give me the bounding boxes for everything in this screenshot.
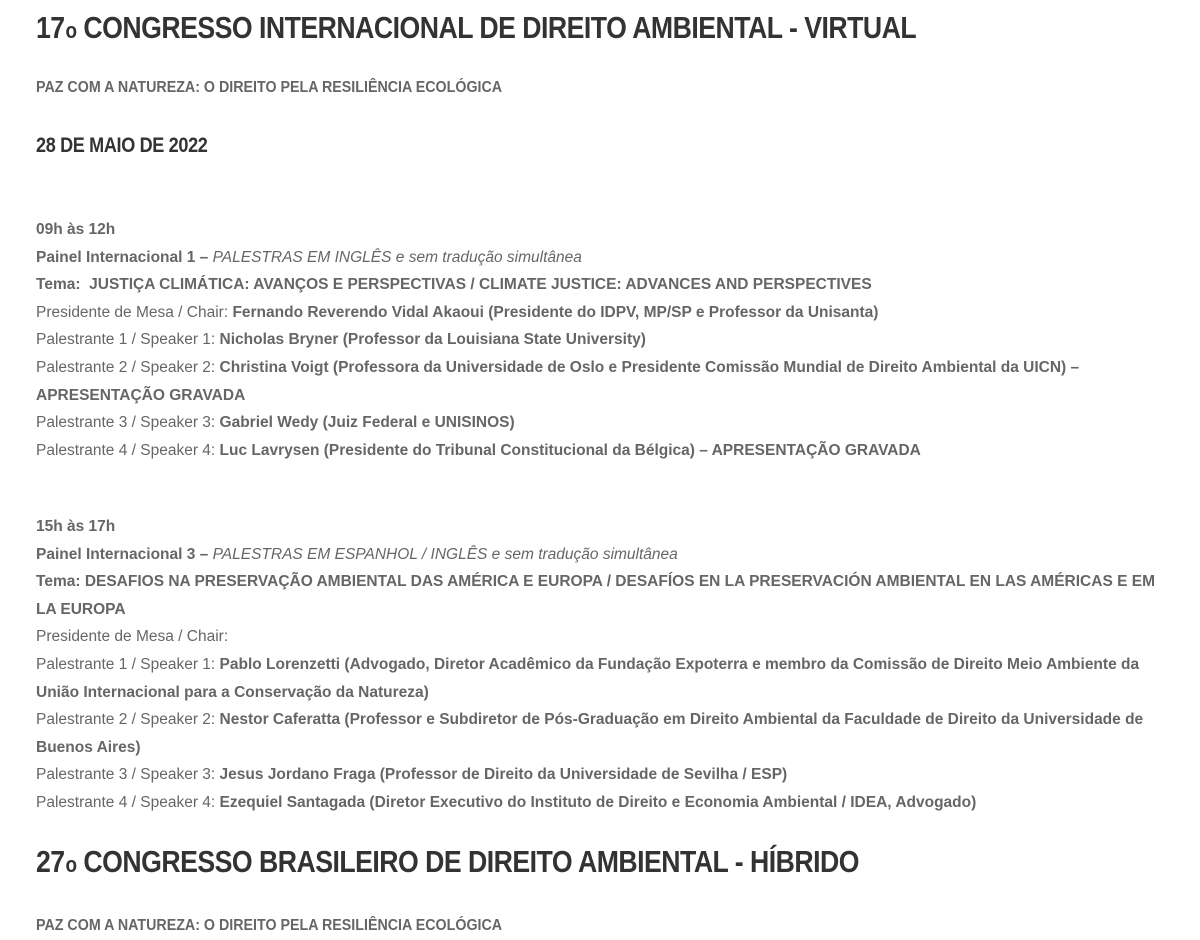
panel-1-theme-label: Tema: — [36, 276, 90, 294]
speaker-name: Nestor Caferatta (Professor e Subdiretor de Pós-Graduação em Direito Ambiental da Faculdade de Direito da Universidade de Buenos Aires) — [36, 711, 1144, 756]
speaker-label: Palestrante 1 / Speaker 1: — [36, 655, 220, 673]
panel-1-time: 09h às 12h — [36, 221, 116, 238]
speaker-name: Ezequiel Santagada (Diretor Executivo do Instituto de Direito e Economia Ambiental / IDEA, Advogado) — [219, 793, 977, 811]
congress-2-title — [36, 842, 859, 885]
panel-3-speaker-4 — [36, 789, 1166, 817]
speaker-name: Christina Voigt (Professora da Universidade de Oslo e Presidente Comissão Mundial de Direito Ambiental da UICN) – APRESENTAÇÃO GRAVADA — [36, 358, 1080, 404]
panel-1-chair-name: Fernando Reverendo Vidal Akaoui (Presidente do IDPV, MP/SP e Professor da Unisanta) — [232, 303, 879, 321]
panel-1-name-italic: PALESTRAS EM INGLÊS e sem tradução simultânea — [212, 248, 582, 266]
panel-1-theme-text: JUSTIÇA CLIMÁTICA: AVANÇOS E PERSPECTIVAS / CLIMATE JUSTICE: ADVANCES AND PERSPECTIVES — [89, 276, 872, 294]
panel-3-name-bold: Painel Internacional 3 – — [36, 545, 213, 563]
panel-1-speaker-1 — [36, 326, 1166, 354]
panel-1-speaker-4 — [36, 437, 1166, 465]
panel-1-chair — [36, 299, 1166, 327]
speaker-name: Luc Lavrysen (Presidente do Tribunal Constitucional da Bélgica) – APRESENTAÇÃO GRAVADA — [219, 441, 921, 459]
speaker-name: Jesus Jordano Fraga (Professor de Direito da Universidade de Sevilha / ESP) — [219, 766, 788, 784]
congress-1-title-ordinal: o — [65, 18, 77, 43]
congress-2-subtitle: PAZ COM A NATUREZA: O DIREITO PELA RESILIÊNCIA ECOLÓGICA — [36, 917, 503, 934]
panel-1 — [36, 216, 1166, 464]
panel-1-speaker-3 — [36, 409, 1166, 437]
panel-3-theme-text: DESAFIOS NA PRESERVAÇÃO AMBIENTAL DAS AMÉRICA E EUROPA / DESAFÍOS EN LA PRESERVACIÓN AMBIENTAL EN LAS AMÉRICAS E EM LA EUROPA — [36, 573, 1155, 618]
congress-2-title-number: 27 — [36, 844, 65, 879]
panel-1-name-bold: Painel Internacional 1 – — [36, 248, 213, 266]
speaker-label: Palestrante 4 / Speaker 4: — [36, 441, 220, 459]
speaker-name: Nicholas Bryner (Professor da Louisiana State University) — [219, 331, 646, 349]
speaker-name: Gabriel Wedy (Juiz Federal e UNISINOS) — [219, 414, 515, 432]
speaker-label: Palestrante 2 / Speaker 2: — [36, 358, 220, 376]
panel-3 — [36, 513, 1166, 817]
speaker-label: Palestrante 2 / Speaker 2: — [36, 711, 220, 729]
congress-1-title — [36, 8, 916, 51]
panel-3-name-italic: PALESTRAS EM ESPANHOL / INGLÊS e sem tradução simultânea — [212, 545, 678, 563]
panel-3-theme-label: Tema: — [36, 573, 85, 591]
panel-3-name — [36, 541, 1166, 569]
congress-2-title-text: CONGRESSO BRASILEIRO DE DIREITO AMBIENTAL - HÍBRIDO — [76, 844, 859, 879]
panel-3-chair-label: Presidente de Mesa / Chair: — [36, 628, 229, 646]
congress-1-title-number: 17 — [36, 10, 65, 45]
panel-3-chair — [36, 623, 1166, 651]
panel-1-chair-label: Presidente de Mesa / Chair: — [36, 303, 233, 321]
speaker-label: Palestrante 3 / Speaker 3: — [36, 766, 220, 784]
panel-3-speaker-3 — [36, 761, 1166, 789]
speaker-label: Palestrante 4 / Speaker 4: — [36, 793, 220, 811]
panel-3-time: 15h às 17h — [36, 518, 116, 535]
panel-3-theme — [36, 568, 1166, 623]
panel-3-speaker-2 — [36, 706, 1166, 761]
congress-2-title-ordinal: o — [65, 852, 77, 877]
panel-3-speaker-1 — [36, 651, 1166, 706]
congress-1-date: 28 DE MAIO DE 2022 — [36, 134, 208, 157]
panel-1-theme — [36, 271, 1166, 299]
panel-1-speaker-2 — [36, 354, 1166, 409]
panel-1-name — [36, 244, 1166, 272]
congress-1-subtitle: PAZ COM A NATUREZA: O DIREITO PELA RESILIÊNCIA ECOLÓGICA — [36, 79, 503, 96]
speaker-label: Palestrante 3 / Speaker 3: — [36, 414, 220, 432]
speaker-name: Pablo Lorenzetti (Advogado, Diretor Acadêmico da Fundação Expoterra e membro da Comissão de Direito Meio Ambiente da União Internacional para a Conservação da Natureza) — [36, 655, 1140, 701]
speaker-label: Palestrante 1 / Speaker 1: — [36, 331, 220, 349]
congress-1-title-text: CONGRESSO INTERNACIONAL DE DIREITO AMBIENTAL - VIRTUAL — [76, 10, 917, 45]
